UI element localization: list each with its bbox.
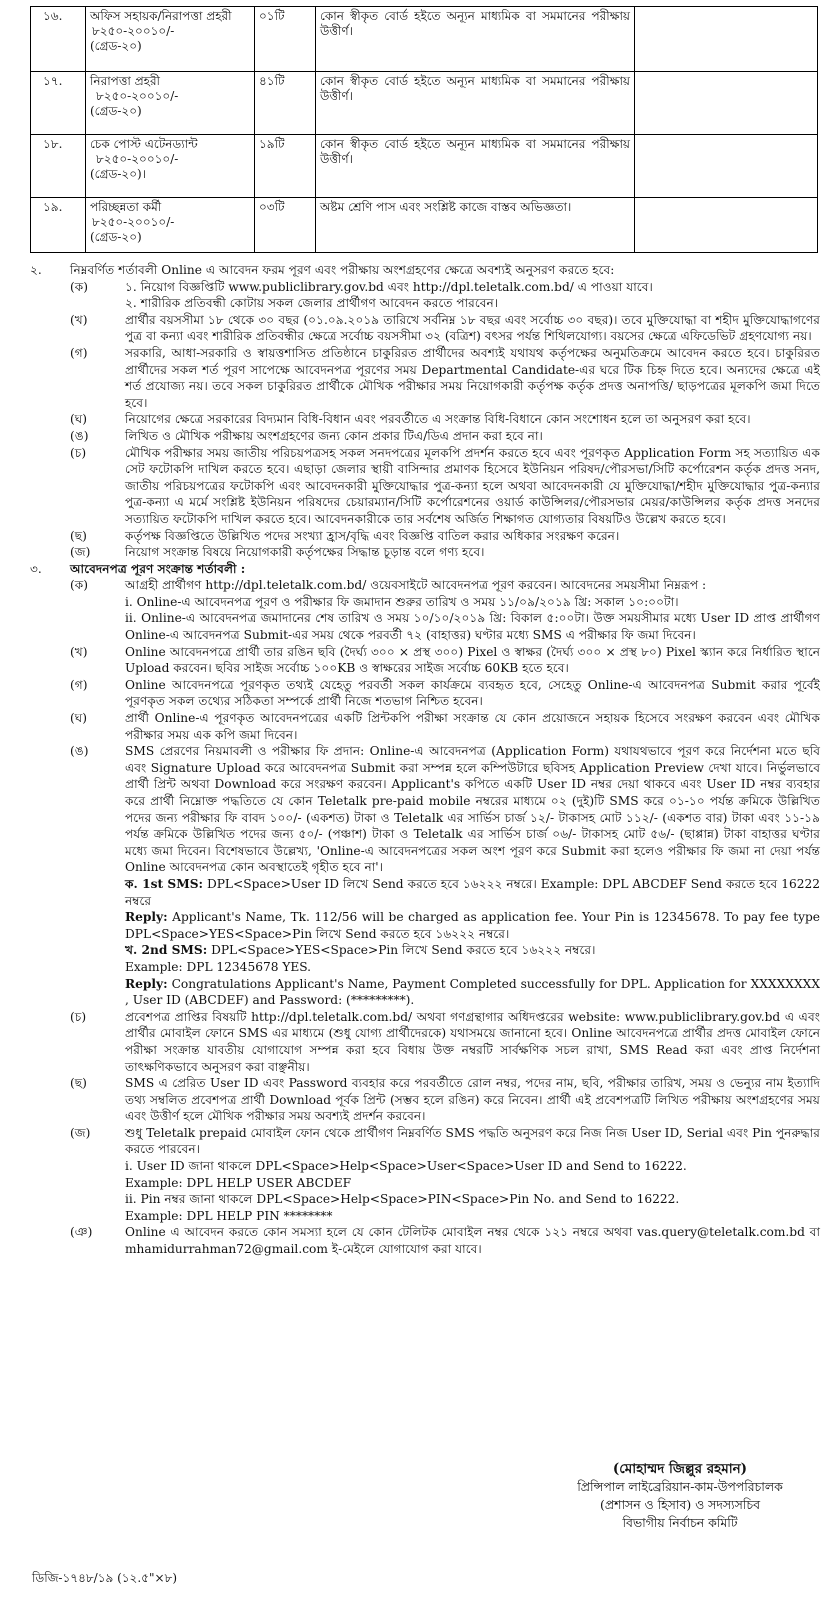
clause-text: প্রার্থীর বয়সসীমা ১৮ থেকে ৩০ বছর (০১.০৯.২০১৯ তারিখে সর্বনিম্ন ১৮ বছর এবং সর্বোচ্চ ৩০ বছর)। তবে মুক্তিযোদ্ধা বা শহীদ মুক্তিযোদ্ধাগণের পুত্র বা কন্যা এবং শারীরিক প্রতিবন্ধীর ক্ষেত্রে সর্বোচ্চ বয়সসীমা ৩২ (বত্রিশ) বৎসর পর্যন্ত শিথিলযোগ্য। বয়সের ক্ষেত্রে এফিডেভিট গ্রহণযোগ্য নয়। <box>125 312 820 344</box>
pay-scale: ৮২৫০-২০০১০/- <box>96 89 179 103</box>
post-name: পরিচ্ছন্নতা কর্মী <box>90 200 162 214</box>
clause-number: (ক) <box>70 279 89 294</box>
userid-recovery: i. User ID জানা থাকলে DPL<Space>Help<Space>User<Space>User ID and Send to 16222. <box>125 1159 687 1174</box>
clause-text: লিখিত ও মৌখিক পরীক্ষায় অংশগ্রহণের জন্য কোন প্রকার টিএ/ডিএ প্রদান করা হবে না। <box>125 428 543 443</box>
clause-text: কর্তৃপক্ষ বিজ্ঞপ্তিতে উল্লিখিত পদের সংখ্যা হ্রাস/বৃদ্ধি এবং বিজ্ঞপ্তি বাতিল করার অধিকার সংরক্ষণ করেন। <box>125 528 620 543</box>
pay-scale: ৮২৫০-২০০১০/- <box>92 215 175 229</box>
reply-label: Reply: <box>125 976 168 991</box>
clause-text: Online আবেদনপত্রে পূরণকৃত তথ্যই যেহেতু পরবর্তী সকল কার্যক্রমে ব্যবহৃত হবে, সেহেতু Online-এ আবেদনপত্র Submit করার পূর্বেই পূরণকৃত সকল তথ্যের সঠিকতা সম্পর্কে প্রার্থী নিজে শতভাগ নিশ্চিত হবেন। <box>125 677 820 709</box>
grade: (গ্রেড-২০)। <box>90 167 147 181</box>
post-count: ১৯টি <box>255 135 316 198</box>
post-count: ৪১টি <box>255 72 316 135</box>
clause-umo <box>30 743 820 1009</box>
clause-ka <box>30 279 820 312</box>
userid-example: Example: DPL HELP USER ABCDEF <box>125 1175 352 1190</box>
sms-rules: SMS প্রেরণের নিয়মাবলী ও পরীক্ষার ফি প্রদান: Online-এ আবেদনপত্র (Application Form) যথাযথভাবে পূরণ করে নির্দেশনা মতে ছবি এবং Signature Upload করে আবেদনপত্র Submit করা সম্পন্ন হলে কম্পিউটারে ছবিসহ Application Preview দেখা যাবে। নির্ভুলভাবে প্রার্থী প্রিন্ট অথবা Download করে সংরক্ষণ করবেন। Applicant's কপিতে একটি User ID নম্বর দেয়া থাকবে এবং User ID নম্বর ব্যবহার করে প্রার্থী নিম্নোক্ত পদ্ধতিতে যে কোন Teletalk pre-paid mobile নম্বরের মাধ্যমে ০২ (দুই)টি SMS করে ০১-১০ পর্যন্ত ক্রমিকে উল্লিখিত পদের জন্য পরীক্ষার ফি বাবদ ১০০/- (একশত) টাকা ও Teletalk এর সার্ভিস চার্জ ১২/- টাকাসহ মোট ১১২/- (একশত বার) টাকা এবং ১১-১৯ পর্যন্ত ক্রমিকে উল্লিখিত পদের জন্য ৫০/- (পঞ্চাশ) টাকা ও Teletalk এর সার্ভিস চার্জ ০৬/- টাকাসহ মোট ৫৬/- (ছাপ্পান্ন) টাকা বাহাত্তর ঘণ্টার মধ্যে জমা দিবেন। বিশেষভাবে উল্লেখ্য, 'Online-এ আবেদনপত্রের সকল অংশ পূরণ করে Submit করা হলেও পরীক্ষার ফি জমা না দেয়া পর্যন্ত Online আবেদনপত্র কোন অবস্থাতেই গৃহীত হবে না'। <box>125 744 820 875</box>
grade: (গ্রেড-২০) <box>90 104 142 118</box>
clause-chha <box>30 1075 820 1125</box>
row-serial: ১৬. <box>31 7 86 72</box>
blank-cell <box>635 135 818 198</box>
post-name: নিরাপত্তা প্রহরী <box>90 74 160 88</box>
clause-number: (ছ) <box>70 1076 87 1091</box>
qualification: কোন স্বীকৃত বোর্ড হইতে অন্যূন মাধ্যমিক বা সমমানের পরীক্ষায় উত্তীর্ণ। <box>316 72 635 135</box>
clause-number: (ঞ) <box>70 1225 93 1240</box>
section-3 <box>30 561 820 578</box>
clause-text <box>125 1125 820 1225</box>
pin-recovery: ii. Pin নম্বর জানা থাকলে DPL<Space>Help<Space>PIN<Space>Pin No. and Send to 16222. <box>125 1192 680 1207</box>
clause-text: Online আবেদনপত্রে প্রার্থী তার রঙিন ছবি (দৈর্ঘ্য ৩০০ × প্রস্থ ৩০০) Pixel ও স্বাক্ষর (দৈর্ঘ্য ৩০০ × প্রস্থ ৮০) Pixel স্ক্যান করে নির্ধারিত স্থানে Upload করবেন। ছবির সাইজ সর্বোচ্চ ১০০KB ও স্বাক্ষরের সাইজ সর্বোচ্চ 60KB হতে হবে। <box>125 644 820 676</box>
post-name-cell <box>86 198 255 253</box>
qualification: কোন স্বীকৃত বোর্ড হইতে অন্যূন মাধ্যমিক বা সমমানের পরীক্ষায় উত্তীর্ণ। <box>316 7 635 72</box>
pin-example: Example: DPL HELP PIN ******** <box>125 1208 333 1223</box>
first-sms-text: DPL<Space>User ID লিখে Send করতে হবে ১৬২২২ নম্বরে। Example: DPL ABCDEF Send করতে হবে 16222 নম্বরে <box>125 876 820 908</box>
post-name: অফিস সহায়ক/নিরাপত্তা প্রহরী <box>90 9 232 23</box>
second-sms-example: Example: DPL 12345678 YES. <box>125 959 312 974</box>
clause-ga <box>30 677 820 710</box>
clause-ja <box>30 1125 820 1225</box>
clause-gha <box>30 411 820 428</box>
signatory-title: প্রিন্সিপাল লাইব্রেরিয়ান-কাম-উপপরিচালক <box>577 1479 783 1494</box>
section-number: ২. <box>30 263 42 277</box>
section-heading: আবেদনপত্র পূরণ সংক্রান্ত শর্তাবলী : <box>70 561 246 576</box>
signatory-name: (মোহাম্মদ জিল্লুর রহমান) <box>612 1461 748 1477</box>
clause-kha <box>30 312 820 345</box>
table-row <box>31 198 818 253</box>
clause-number: (ঙ) <box>70 744 89 759</box>
grade: (গ্রেড-২০) <box>90 230 142 244</box>
clause-number: (ঘ) <box>70 412 88 427</box>
table-row <box>31 135 818 198</box>
clause-number: (গ) <box>70 677 88 692</box>
clause-number: (জ) <box>70 545 91 560</box>
row-serial: ১৯. <box>31 198 86 253</box>
clause-text <box>125 743 820 1009</box>
clause-line: ১. নিয়োগ বিজ্ঞপ্তিটি www.publiclibrary.gov.bd এবং http://dpl.teletalk.com.bd/ এ পাওয়া যাবে। <box>125 279 653 294</box>
post-name-cell <box>86 72 255 135</box>
section-number: ৩. <box>30 561 42 576</box>
clause-gha <box>30 710 820 743</box>
clause-text <box>125 577 820 643</box>
clause-number: (ঙ) <box>70 428 89 443</box>
post-count: ০১টি <box>255 7 316 72</box>
clause-ga <box>30 345 820 411</box>
clause-ka <box>30 577 820 643</box>
clause-text: মৌখিক পরীক্ষার সময় জাতীয় পরিচয়পত্রসহ সকল সনদপত্রের মূলকপি প্রদর্শন করতে হবে এবং পূরণকৃত Application Form সহ সত্যায়িত এক সেট ফটোকপি দাখিল করতে হবে। এছাড়া জেলার স্থায়ী বাসিন্দার প্রমাণক হিসেবে ইউনিয়ন পরিষদ/পৌরসভা/সিটি কর্পোরেশন কর্তৃক প্রদত্ত সনদ, জাতীয় পরিচয়পত্রের ফটোকপি এবং আবেদনকারী মুক্তিযোদ্ধার পুত্র-কন্যা হলে অথবা আবেদনকারী যে মুক্তিযোদ্ধা/শহীদ মুক্তিযোদ্ধার পুত্র-কন্যার পুত্র-কন্যা এ মর্মে সংশ্লিষ্ট ইউনিয়ন পরিষদের চেয়ারম্যান/সিটি কর্পোরেশনের ওয়ার্ড কাউন্সিলর/পৌরসভার মেয়র/কাউন্সিলর কর্তৃক প্রদত্ত সনদের সত্যায়িত ফটোকপি দাখিল করতে হবে। আবেদনকারীকে তার সর্বশেষ অর্জিত শিক্ষাগত যোগ্যতার বিষয়টিও উল্লেখ করতে হবে। <box>125 445 820 526</box>
clause-cha <box>30 1009 820 1075</box>
section-heading: নিম্নবর্ণিত শর্তাবলী Online এ আবেদন ফরম পূরণ এবং পরীক্ষায় অংশগ্রহণের ক্ষেত্রে অবশ্যই অনুসরণ করতে হবে: <box>70 263 615 277</box>
second-reply-text: Congratulations Applicant's Name, Payment Completed successfully for DPL. Application for XXXXXXXX , User ID (ABCDEF) and Password: (*********). <box>125 976 820 1008</box>
clause-line: ii. Online-এ আবেদনপত্র জমাদানের শেষ তারিখ ও সময় ১০/১০/২০১৯ খ্রি: বিকাল ৫:০০টা। উক্ত সময়সীমার মধ্যে User ID প্রাপ্ত প্রার্থীগণ Online-এ আবেদনপত্র Submit-এর সময় থেকে পরবর্তী ৭২ (বাহাত্তর) ঘণ্টার মধ্যে SMS এ পরীক্ষার ফি জমা দিবেন। <box>125 611 820 643</box>
pay-scale: ৮২৫০-২০০১০/- <box>96 152 179 166</box>
signatory-committee: বিভাগীয় নির্বাচন কমিটি <box>622 1515 738 1530</box>
blank-cell <box>635 198 818 253</box>
table-row <box>31 72 818 135</box>
grade: (গ্রেড-২০) <box>90 39 142 53</box>
clause-cha <box>30 445 820 528</box>
second-sms <box>125 942 820 959</box>
clause-chha <box>30 528 820 545</box>
clause-text: সরকারি, আধা-সরকারি ও স্বায়ত্তশাসিত প্রতিষ্ঠানে চাকুরিরত প্রার্থীদের অবশ্যই যথাযথ কর্তৃপক্ষের অনুমতিক্রমে আবেদন করতে হবে। চাকুরিরত প্রার্থীদের সকল শর্ত পূরণ সাপেক্ষে আবেদনপত্র পূরণের সময় Departmental Candidate-এর ঘরে টিক চিহ্ন দিতে হবে। অন্যদের ক্ষেত্রে এই শর্ত প্রযোজ্য নয়। তবে সকল চাকুরিরত প্রার্থীকে মৌখিক পরীক্ষার সময় নিয়োগকারী কর্তৃপক্ষ কর্তৃক প্রদত্ত অনাপত্তি/ ছাড়পত্রের মূলকপি জমা দিতে হবে। <box>125 345 820 410</box>
section-2 <box>30 262 820 279</box>
second-reply <box>125 976 820 1009</box>
signatory-title: (প্রশাসন ও হিসাব) ও সদস্যসচিব <box>600 1497 760 1512</box>
clause-number: (ক) <box>70 578 89 593</box>
recovery-intro: শুধু Teletalk prepaid মোবাইল ফোন থেকে প্রার্থীগণ নিম্নবর্ণিত SMS পদ্ধতি অনুসরণ করে নিজ নিজ User ID, Serial এবং Pin পুনরুদ্ধার করতে পারবেন। <box>125 1125 820 1157</box>
post-count: ০৩টি <box>255 198 316 253</box>
print-code: ডিজি-১৭৪৮/১৯ (১২.৫"×৮) <box>32 1571 177 1585</box>
clause-text: SMS এ প্রেরিত User ID এবং Password ব্যবহার করে পরবর্তীতে রোল নম্বর, পদের নাম, ছবি, পরীক্ষার তারিখ, সময় ও ভেন্যুর নাম ইত্যাদি তথ্য সম্বলিত প্রবেশপত্র প্রার্থী Download পূর্বক প্রিন্ট (সম্ভব হলে রঙিন) করে নিবেন। প্রার্থী এই প্রবেশপত্রটি লিখিত পরীক্ষায় অংশগ্রহণের সময় এবং উত্তীর্ণ হলে মৌখিক পরীক্ষার সময় অবশ্যই প্রদর্শন করবেন। <box>125 1076 820 1124</box>
first-reply-text: Applicant's Name, Tk. 112/56 will be charged as application fee. Your Pin is 12345678. To pay fee type DPL<Space>YES<Space>Pin লিখে Send করতে হবে ১৬২২২ নম্বরে। <box>125 910 820 941</box>
clause-number: (জ) <box>70 1125 91 1140</box>
pay-scale: ৮২৫০-২০০১০/- <box>92 24 175 38</box>
posts-table <box>30 6 818 253</box>
clause-number: (গ) <box>70 345 88 360</box>
first-reply <box>125 909 820 942</box>
table-row <box>31 7 818 72</box>
clause-text <box>125 279 820 312</box>
row-serial: ১৮. <box>31 135 86 198</box>
clause-text: প্রার্থী Online-এ পূরণকৃত আবেদনপত্রের একটি প্রিন্টকপি পরীক্ষা সংক্রান্ত যে কোন প্রয়োজনে সহায়ক হিসেবে সংরক্ষণ করবেন এবং মৌখিক পরীক্ষার সময় এক কপি জমা দিবেন। <box>125 711 820 742</box>
clause-text: Online এ আবেদন করতে কোন সমস্যা হলে যে কোন টেলিটক মোবাইল নম্বর থেকে ১২১ নম্বরে অথবা vas.query@teletalk.com.bd বা mhamidurrahman72@gmail.com ই-মেইলে যোগাযোগ করা যাবে। <box>125 1225 820 1257</box>
clause-number: (ঘ) <box>70 711 88 726</box>
clause-text: নিয়োগের ক্ষেত্রে সরকারের বিদ্যমান বিধি-বিধান এবং পরবর্তীতে এ সংক্রান্ত বিধি-বিধানে কোন সংশোধন হলে তা অনুসরণ করা হবে। <box>125 412 751 427</box>
signature-block <box>555 1460 805 1532</box>
clause-umo <box>30 428 820 445</box>
reply-label: Reply: <box>125 910 168 925</box>
clause-line: ২. শারীরিক প্রতিবন্ধী কোটায় সকল জেলার প্রার্থীগণ আবেদন করতে পারবেন। <box>125 296 499 311</box>
row-serial: ১৭. <box>31 72 86 135</box>
clause-text: নিয়োগ সংক্রান্ত বিষয়ে নিয়োগকারী কর্তৃপক্ষের সিদ্ধান্ত চূড়ান্ত বলে গণ্য হবে। <box>125 545 485 560</box>
clause-line: আগ্রহী প্রার্থীগণ http://dpl.teletalk.com.bd/ ওয়েবসাইটে আবেদনপত্র পূরণ করবেন। আবেদনের সময়সীমা নিম্নরূপ : <box>125 578 707 593</box>
clause-nya <box>30 1224 820 1257</box>
qualification: অষ্টম শ্রেণি পাস এবং সংশ্লিষ্ট কাজে বাস্তব অভিজ্ঞতা। <box>316 198 635 253</box>
clause-ja <box>30 544 820 561</box>
clause-text: প্রবেশপত্র প্রাপ্তির বিষয়টি http://dpl.teletalk.com.bd/ অথবা গণগ্রন্থাগার অধিদপ্তরের website: www.publiclibrary.gov.bd এ এবং প্রার্থীর মোবাইল ফোনে SMS এর মাধ্যমে (শুধু যোগ্য প্রার্থীদেরকে) যথাসময়ে জানানো হবে। Online আবেদনপত্রে প্রার্থীর প্রদত্ত মোবাইল ফোনে পরীক্ষা সংক্রান্ত যাবতীয় যোগাযোগ সম্পন্ন করা হবে বিধায় উক্ত নম্বরটি সার্বক্ষণিক সচল রাখা, SMS Read করা এবং প্রাপ্ত নির্দেশনা তাৎক্ষণিকভাবে অনুসরণ করা বাঞ্ছনীয়। <box>125 1009 820 1074</box>
first-sms <box>125 876 820 909</box>
first-sms-label: ক. 1st SMS: <box>125 876 203 891</box>
clause-line: i. Online-এ আবেদনপত্র পূরণ ও পরীক্ষার ফি জমাদান শুরুর তারিখ ও সময় ১১/০৯/২০১৯ খ্রি: সকাল ১০:০০টা। <box>125 594 679 609</box>
clause-number: (খ) <box>70 644 88 659</box>
conditions-body <box>30 262 820 1258</box>
post-name: চেক পোস্ট এটেনড্যান্ট <box>90 137 198 151</box>
clause-number: (চ) <box>70 445 87 460</box>
clause-number: (ছ) <box>70 528 87 543</box>
qualification: কোন স্বীকৃত বোর্ড হইতে অন্যূন মাধ্যমিক বা সমমানের পরীক্ষায় উত্তীর্ণ। <box>316 135 635 198</box>
post-name-cell <box>86 7 255 72</box>
blank-cell <box>635 7 818 72</box>
second-sms-label: খ. 2nd SMS: <box>125 943 208 958</box>
blank-cell <box>635 72 818 135</box>
clause-number: (খ) <box>70 312 88 327</box>
second-sms-text: DPL<Space>YES<Space>Pin লিখে Send করতে হবে ১৬২২২ নম্বরে। <box>207 943 596 958</box>
clause-kha <box>30 644 820 677</box>
clause-number: (চ) <box>70 1009 87 1024</box>
post-name-cell <box>86 135 255 198</box>
